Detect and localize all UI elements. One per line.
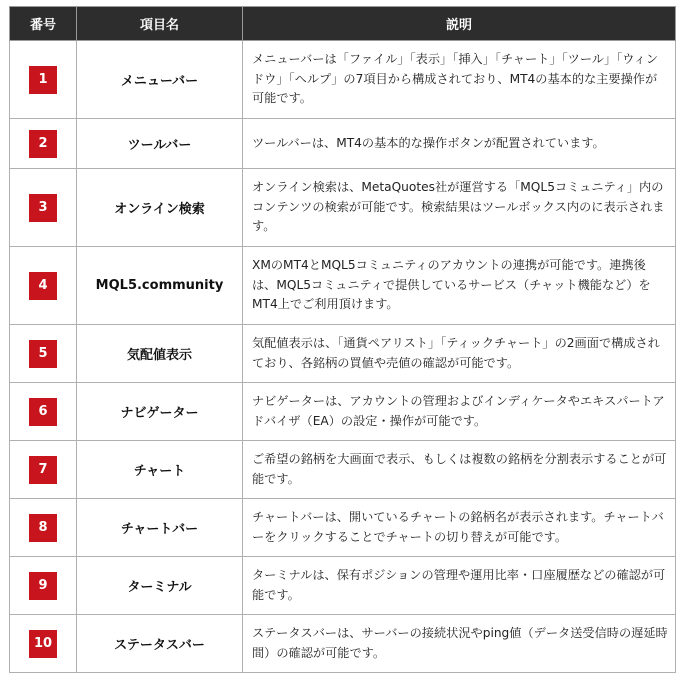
item-name: ツールバー: [77, 119, 243, 169]
table-row: [10, 557, 676, 615]
item-name: オンライン検索: [77, 169, 243, 247]
item-description: XMのMT4とMQL5コミュニティのアカウントの連携が可能です。連携後は、MQL5コミュニティで提供しているサービス（チャット機能など）をMT4上でご利用頂けます。: [243, 247, 676, 325]
header-description: 説明: [243, 7, 676, 41]
header-item: 項目名: [77, 7, 243, 41]
number-badge: 9: [29, 572, 57, 600]
item-description: 気配値表示は、「通貨ペアリスト」「ティックチャート」の2画面で構成されており、各銘柄の買値や売値の確認が可能です。: [243, 325, 676, 383]
number-badge: 10: [29, 630, 57, 658]
item-name: MQL5.community: [77, 247, 243, 325]
table-row: [10, 41, 676, 119]
item-name: ターミナル: [77, 557, 243, 615]
number-cell: [10, 169, 77, 247]
item-description: ナビゲーターは、アカウントの管理およびインディケータやエキスパートアドバイザ（EA）の設定・操作が可能です。: [243, 383, 676, 441]
item-description: ツールバーは、MT4の基本的な操作ボタンが配置されています。: [243, 119, 676, 169]
table-row: [10, 615, 676, 673]
number-badge: 3: [29, 194, 57, 222]
mt4-screen-guide-table-container: [9, 6, 675, 673]
number-cell: [10, 325, 77, 383]
item-description: チャートバーは、開いているチャートの銘柄名が表示されます。チャートバーをクリックすることでチャートの切り替えが可能です。: [243, 499, 676, 557]
item-description: オンライン検索は、MetaQuotes社が運営する「MQL5コミュニティ」内のコンテンツの検索が可能です。検索結果はツールボックス内のに表示されます。: [243, 169, 676, 247]
table-row: [10, 441, 676, 499]
number-badge: 4: [29, 272, 57, 300]
table-row: [10, 119, 676, 169]
item-name: チャート: [77, 441, 243, 499]
number-cell: [10, 383, 77, 441]
item-description: ご希望の銘柄を大画面で表示、もしくは複数の銘柄を分割表示することが可能です。: [243, 441, 676, 499]
number-badge: 6: [29, 398, 57, 426]
number-badge: 1: [29, 66, 57, 94]
number-cell: [10, 247, 77, 325]
item-name: チャートバー: [77, 499, 243, 557]
mt4-screen-guide-table: [9, 6, 676, 673]
item-name: 気配値表示: [77, 325, 243, 383]
number-cell: [10, 615, 77, 673]
item-name: ナビゲーター: [77, 383, 243, 441]
number-badge: 7: [29, 456, 57, 484]
item-description: ターミナルは、保有ポジションの管理や運用比率・口座履歴などの確認が可能です。: [243, 557, 676, 615]
number-cell: [10, 499, 77, 557]
number-cell: [10, 119, 77, 169]
number-cell: [10, 41, 77, 119]
number-badge: 8: [29, 514, 57, 542]
table-header-row: [10, 7, 676, 41]
table-row: [10, 499, 676, 557]
item-description: メニューバーは「ファイル」「表示」「挿入」「チャート」「ツール」「ウィンドウ」「ヘルプ」の7項目から構成されており、MT4の基本的な主要操作が可能です。: [243, 41, 676, 119]
table-row: [10, 169, 676, 247]
item-name: ステータスバー: [77, 615, 243, 673]
number-cell: [10, 557, 77, 615]
table-row: [10, 325, 676, 383]
table-row: [10, 247, 676, 325]
item-description: ステータスバーは、サーバーの接続状況やping値（データ送受信時の遅延時間）の確認が可能です。: [243, 615, 676, 673]
item-name: メニューバー: [77, 41, 243, 119]
number-badge: 2: [29, 130, 57, 158]
number-cell: [10, 441, 77, 499]
number-badge: 5: [29, 340, 57, 368]
table-row: [10, 383, 676, 441]
header-number: 番号: [10, 7, 77, 41]
